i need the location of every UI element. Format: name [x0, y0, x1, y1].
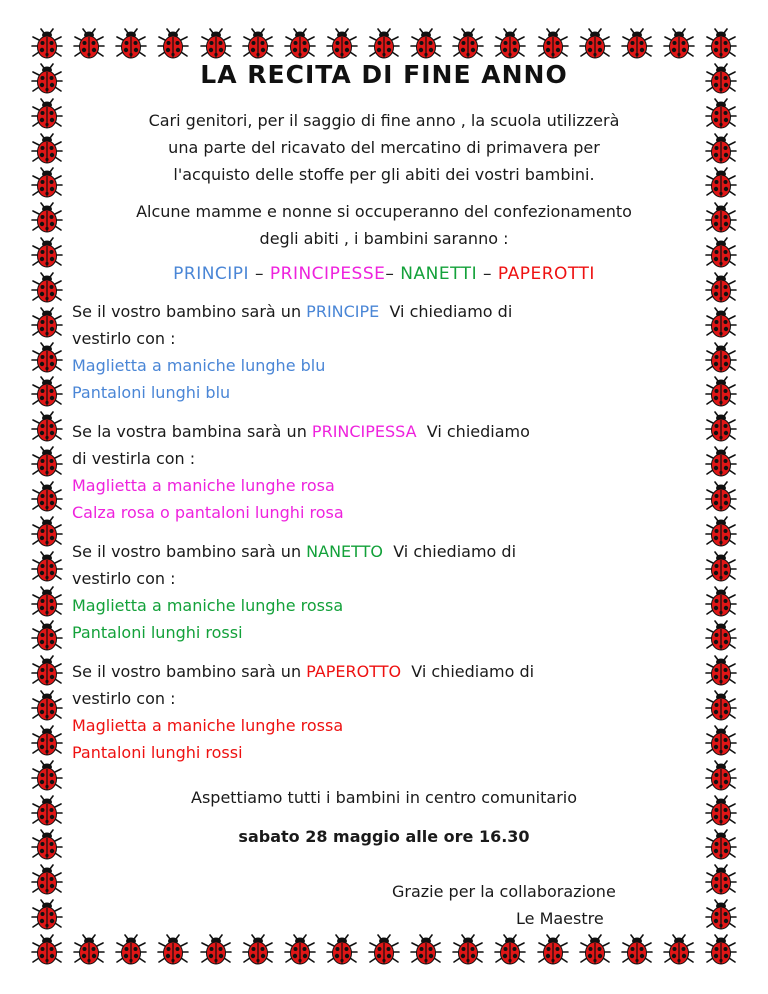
ladybug-icon	[72, 934, 106, 968]
ladybug-icon	[704, 342, 738, 376]
ladybug-icon	[30, 342, 64, 376]
ladybug-icon	[199, 934, 233, 968]
ladybug-icon	[704, 655, 738, 689]
ladybug-icon	[30, 28, 64, 62]
ladybug-icon	[704, 28, 738, 62]
ladybug-icon	[704, 551, 738, 585]
ladybug-icon	[30, 376, 64, 410]
ladybug-icon	[30, 272, 64, 306]
section-trail: Vi chiediamo di	[379, 302, 513, 321]
ladybug-icon	[536, 934, 570, 968]
ladybug-icon	[451, 934, 485, 968]
role-paperotti: PAPEROTTI	[497, 264, 595, 284]
ladybug-icon	[30, 481, 64, 515]
ladybug-icon	[325, 934, 359, 968]
ladybug-icon	[704, 690, 738, 724]
section-line2: vestirlo con :	[72, 689, 176, 708]
ladybug-icon	[704, 237, 738, 271]
ladybug-icon	[704, 307, 738, 341]
intro-line: l'acquisto delle stoffe per gli abiti dei vostri bambini.	[173, 165, 595, 184]
ladybug-icon	[30, 795, 64, 829]
section-line2: vestirlo con :	[72, 569, 176, 588]
ladybug-icon	[704, 934, 738, 968]
ladybug-icon	[30, 167, 64, 201]
ladybug-icon	[620, 934, 654, 968]
ladybug-icon	[704, 899, 738, 933]
ladybug-icon	[30, 237, 64, 271]
ladybug-icon	[704, 864, 738, 898]
thanks-line: Grazie per la collaborazione	[392, 882, 616, 901]
section-role: PRINCIPE	[306, 302, 380, 321]
section-role: PRINCIPESSA	[311, 422, 417, 441]
section-text	[72, 298, 696, 325]
ladybug-icon	[704, 620, 738, 654]
section-role: PAPEROTTO	[306, 662, 402, 681]
ladybug-icon	[704, 725, 738, 759]
ladybug-icon	[704, 795, 738, 829]
role-separator: –	[483, 264, 492, 284]
ladybug-icon	[409, 934, 443, 968]
role-separator: –	[385, 264, 395, 284]
clothing-item: Pantaloni lunghi rossi	[72, 743, 243, 762]
clothing-item: Maglietta a maniche lunghe rosa	[72, 476, 335, 495]
intro2-line: Alcune mamme e nonne si occuperanno del confezionamento	[136, 202, 632, 221]
event-date: sabato 28 maggio alle ore 16.30	[238, 827, 530, 846]
role-separator: –	[254, 264, 264, 284]
section-role: NANETTO	[306, 542, 384, 561]
ladybug-icon	[30, 202, 64, 236]
ladybug-icon	[30, 934, 64, 968]
ladybug-icon	[662, 934, 696, 968]
clothing-item: Maglietta a maniche lunghe rossa	[72, 596, 344, 615]
ladybug-icon	[704, 167, 738, 201]
ladybug-icon	[704, 586, 738, 620]
section-principe	[72, 298, 696, 406]
ladybug-icon	[30, 551, 64, 585]
ladybug-icon	[30, 411, 64, 445]
ladybug-icon	[493, 934, 527, 968]
letter	[72, 52, 696, 932]
section-nanetto	[72, 538, 696, 646]
ladybug-icon	[114, 934, 148, 968]
clothing-item: Pantaloni lunghi rossi	[72, 623, 243, 642]
ladybug-icon	[704, 376, 738, 410]
section-text	[72, 418, 696, 445]
section-trail: Vi chiediamo di	[383, 542, 517, 561]
ladybug-icon	[704, 202, 738, 236]
ladybug-icon	[704, 411, 738, 445]
role-nanetti: NANETTI	[400, 264, 478, 284]
ladybug-icon	[30, 133, 64, 167]
section-line2: vestirlo con :	[72, 329, 176, 348]
section-lead: Se il vostro bambino sarà un	[72, 662, 307, 681]
intro-paragraph	[72, 107, 696, 188]
section-line2: di vestirla con :	[72, 449, 196, 468]
role-principi: PRINCIPI	[173, 264, 250, 284]
ladybug-icon	[30, 98, 64, 132]
section-trail: Vi chiediamo di	[401, 662, 535, 681]
ladybug-icon	[704, 446, 738, 480]
ladybug-icon	[704, 516, 738, 550]
ladybug-icon	[241, 934, 275, 968]
ladybug-icon	[704, 133, 738, 167]
ladybug-icon	[704, 63, 738, 97]
ladybug-icon	[30, 586, 64, 620]
ladybug-icon	[30, 864, 64, 898]
intro-line: Cari genitori, per il saggio di fine anno , la scuola utilizzerà	[148, 111, 620, 130]
section-lead: Se il vostro bambino sarà un	[72, 302, 307, 321]
clothing-item: Pantaloni lunghi blu	[72, 383, 231, 402]
signature-block	[72, 878, 696, 932]
ladybug-icon	[578, 934, 612, 968]
ladybug-icon	[30, 899, 64, 933]
section-paperotto	[72, 658, 696, 766]
ladybug-icon	[30, 655, 64, 689]
section-text	[72, 658, 696, 685]
section-text	[72, 538, 696, 565]
ladybug-icon	[30, 620, 64, 654]
ladybug-icon	[30, 690, 64, 724]
intro2-paragraph	[72, 198, 696, 252]
page-title: LA RECITA DI FINE ANNO	[200, 60, 568, 89]
ladybug-icon	[704, 481, 738, 515]
ladybug-icon	[704, 98, 738, 132]
ladybug-icon	[30, 725, 64, 759]
section-principessa	[72, 418, 696, 526]
section-lead: Se il vostro bambino sarà un	[72, 542, 307, 561]
ladybug-icon	[30, 63, 64, 97]
ladybug-icon	[30, 446, 64, 480]
intro2-line: degli abiti , i bambini saranno :	[259, 229, 509, 248]
ladybug-icon	[30, 516, 64, 550]
clothing-item: Maglietta a maniche lunghe blu	[72, 356, 326, 375]
intro-line: una parte del ricavato del mercatino di primavera per	[168, 138, 600, 157]
ladybug-icon	[704, 760, 738, 794]
role-principesse: PRINCIPESSE	[269, 264, 386, 284]
ladybug-icon	[30, 307, 64, 341]
signature-line: Le Maestre	[516, 909, 604, 928]
section-lead: Se la vostra bambina sarà un	[72, 422, 312, 441]
ladybug-icon	[156, 934, 190, 968]
ladybug-icon	[704, 272, 738, 306]
ladybug-icon	[367, 934, 401, 968]
roles-line	[72, 264, 696, 284]
ladybug-icon	[283, 934, 317, 968]
ladybug-icon	[704, 829, 738, 863]
clothing-item: Calza rosa o pantaloni lunghi rosa	[72, 503, 344, 522]
ladybug-icon	[30, 829, 64, 863]
clothing-item: Maglietta a maniche lunghe rossa	[72, 716, 344, 735]
ladybug-icon	[30, 760, 64, 794]
section-trail: Vi chiediamo	[416, 422, 530, 441]
closing-line: Aspettiamo tutti i bambini in centro comunitario	[191, 788, 577, 807]
